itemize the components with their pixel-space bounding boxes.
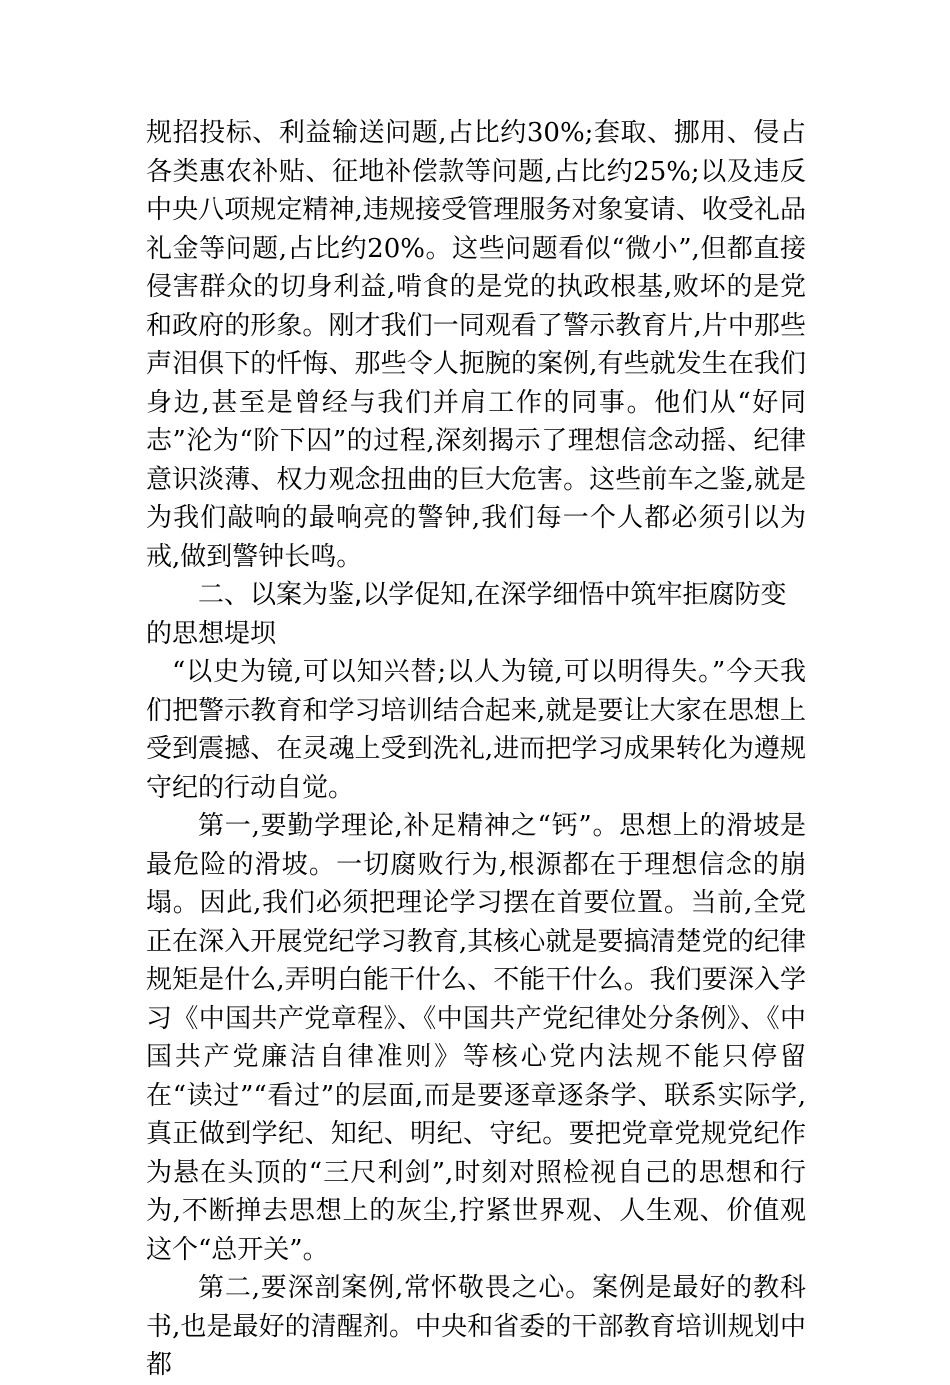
- continuation-paragraph: 规招投标、利益输送问题,占比约30%;套取、挪用、侵占各类惠农补贴、征地补偿款等问题,占比约25%;以及违反中央八项规定精神,违规接受管理服务对象宴请、收受礼品礼金等问题,占比约20%。这些问题看似“微小”,但都直接侵害群众的切身利益,啃食的是党的执政根基,败坏的是党和政府的形象。刚才我们一同观看了警示教育片,片中那些声泪俱下的忏悔、那些令人扼腕的案例,有些就发生在我们身边,甚至是曾经与我们并肩工作的同事。他们从“好同志”沦为“阶下囚”的过程,深刻揭示了理想信念动摇、纪律意识淡薄、权力观念扭曲的巨大危害。这些前车之鉴,就是为我们敲响的最响亮的警钟,我们每一个人都必须引以为戒,做到警钟长鸣。: [146, 118, 806, 572]
- quote-paragraph: “以史为镜,可以知兴替;以人为镜,可以明得失。”今天我们把警示教育和学习培训结合起来,就是要让大家在思想上受到震撼、在灵魂上受到洗礼,进而把学习成果转化为遵规守纪的行动自觉。: [146, 657, 806, 803]
- body-paragraph-second: 第二,要深剖案例,常怀敬畏之心。案例是最好的教科书,也是最好的清醒剂。中央和省委的干部教育培训规划中都: [146, 1273, 806, 1380]
- document-page: [146, 114, 806, 1385]
- section-heading: 二、以案为鉴,以学促知,在深学细悟中筑牢拒腐防变的思想堤坝: [146, 580, 787, 649]
- body-paragraph-first: 第一,要勤学理论,补足精神之“钙”。思想上的滑坡是最危险的滑坡。一切腐败行为,根源都在于理想信念的崩塌。因此,我们必须把理论学习摆在首要位置。当前,全党正在深入开展党纪学习教育,其核心就是要搞清楚党的纪律规矩是什么,弄明白能干什么、不能干什么。我们要深入学习《中国共产党章程》、《中国共产党纪律处分条例》、《中国共产党廉洁自律准则》等核心党内法规不能只停留在“读过”“看过”的层面,而是要逐章逐条学、联系实际学,真正做到学纪、知纪、明纪、守纪。要把党章党规党纪作为悬在头顶的“三尺利剑”,时刻对照检视自己的思想和行为,不断掸去思想上的灰尘,拧紧世界观、人生观、价值观这个“总开关”。: [146, 811, 806, 1265]
